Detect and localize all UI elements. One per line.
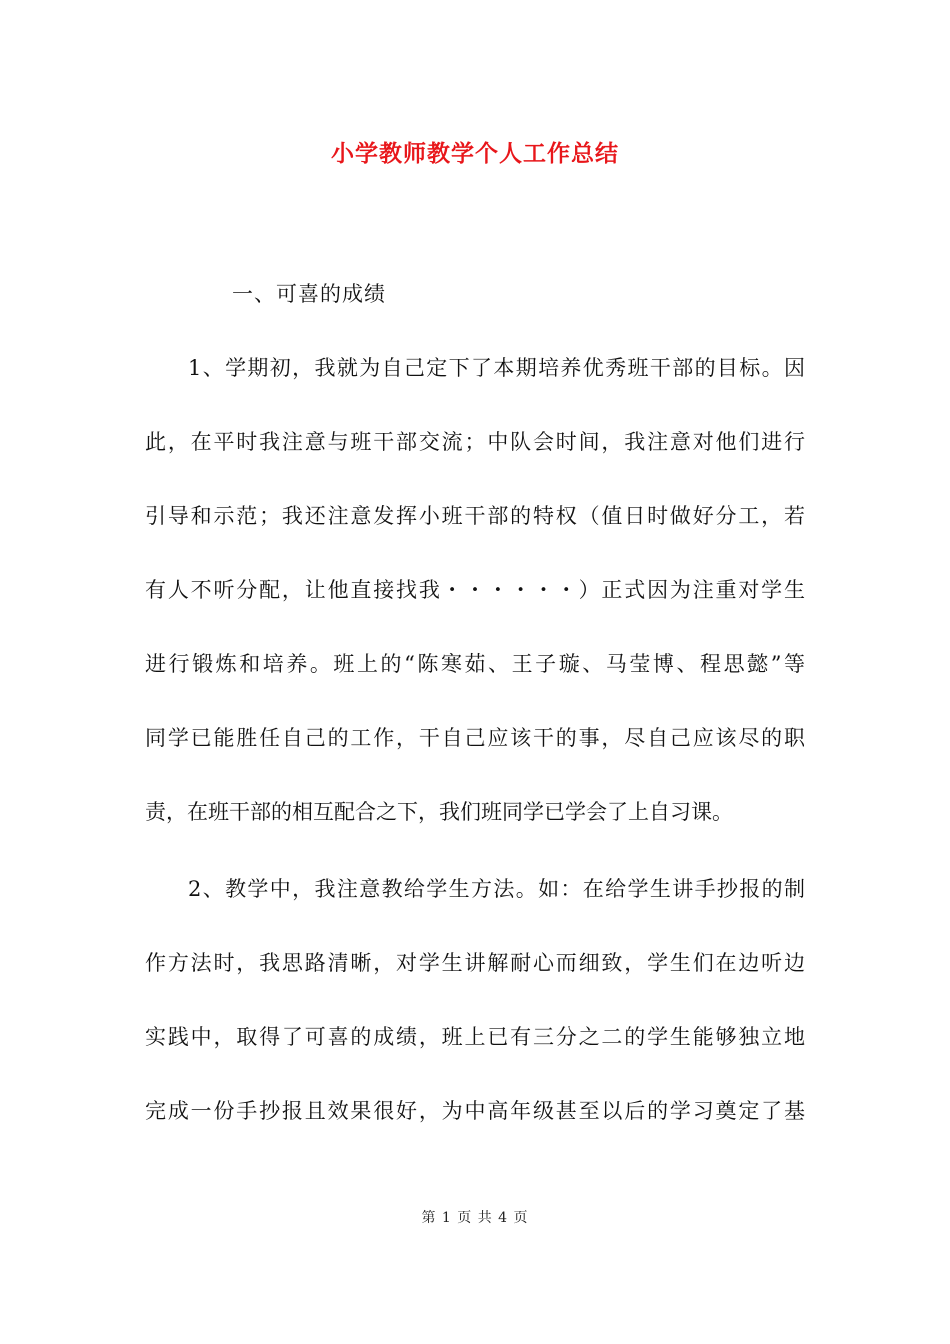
paragraph-line: 实践中，取得了可喜的成绩，班上已有三分之二的学生能够独立地: [145, 1025, 805, 1049]
paragraph-line: 同学已能胜任自己的工作，干自己应该干的事，尽自己应该尽的职: [145, 726, 805, 750]
paragraph-line: 引导和示范；我还注意发挥小班干部的特权（值日时做好分工，若: [145, 504, 805, 528]
paragraph-line: 责，在班干部的相互配合之下，我们班同学已学会了上自习课。: [145, 800, 733, 824]
paragraph-line: 作方法时，我思路清晰，对学生讲解耐心而细致，学生们在边听边: [145, 951, 805, 975]
paragraph-line: 完成一份手抄报且效果很好，为中高年级甚至以后的学习奠定了基: [145, 1099, 805, 1123]
paragraph-line: 此，在平时我注意与班干部交流；中队会时间，我注意对他们进行: [145, 430, 805, 454]
section-heading: 一、可喜的成绩: [232, 282, 386, 306]
page-number-footer: 第 1 页 共 4 页: [421, 1210, 529, 1226]
paragraph-line: 2、教学中，我注意教给学生方法。如：在给学生讲手抄报的制: [188, 877, 805, 901]
paragraph-line: 有人不听分配，让他直接找我・・・・・・）正式因为注重对学生: [145, 578, 805, 602]
document-title: 小学教师教学个人工作总结: [331, 140, 619, 167]
paragraph-line: 1、学期初，我就为自己定下了本期培养优秀班干部的目标。因: [188, 356, 805, 380]
paragraph-line: 进行锻炼和培养。班上的“陈寒茹、王子璇、马莹博、程思懿”等: [145, 652, 805, 676]
